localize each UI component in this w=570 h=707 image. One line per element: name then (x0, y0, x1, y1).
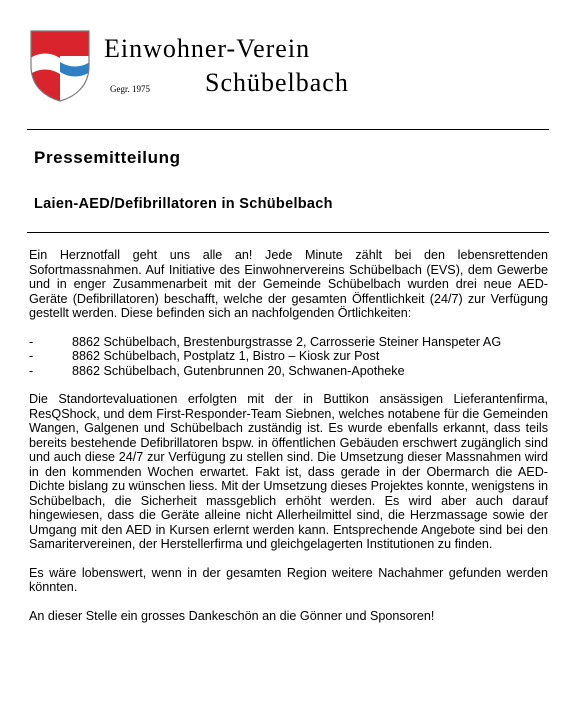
intro-paragraph: Ein Herznotfall geht uns alle an! Jede Minute zählt bei den lebensrettenden Sofortmassnahmen. Auf Initiative des Einwohnervereins Schübelbach (EVS), dem Gewerbe und in enger Zusammenarbeit mit der Gemeinde Schübelbach wurden drei neue AED-Geräte (Defibrillatoren) beschafft, welche der gesamten Öffentlichkeit (24/7) zur Verfügung gestellt werden. Diese befinden sich an nachfolgenden Örtlichkeiten: (29, 248, 548, 320)
title-divider (27, 232, 549, 233)
list-item (29, 335, 548, 350)
list-item (29, 364, 548, 379)
list-marker: - (29, 334, 34, 349)
location-text: 8862 Schübelbach, Gutenbrunnen 20, Schwanen-Apotheke (72, 363, 405, 378)
header-divider (27, 129, 549, 130)
list-marker: - (29, 363, 34, 378)
list-item (29, 349, 548, 364)
thanks-paragraph: An dieser Stelle ein grosses Dankeschön an die Gönner und Sponsoren! (29, 608, 435, 623)
crest-logo-icon (30, 30, 90, 102)
document-title: Laien-AED/Defibrillatoren in Schübelbach (34, 196, 333, 212)
region-paragraph: Es wäre lobenswert, wenn in der gesamten Region weitere Nachahmer gefunden werden könnten. (29, 565, 548, 594)
list-marker: - (29, 349, 34, 363)
letterhead (0, 0, 570, 128)
org-name-line2: Schübelbach (205, 68, 349, 97)
org-name-line1: Einwohner-Verein (104, 34, 311, 63)
evaluation-paragraph: Die Standortevaluationen erfolgten mit der in Buttikon ansässigen Lieferantenfirma, ResQShock, und dem First-Responder-Team Siebnen, welches notabene für die Gemeinden Wangen, Galgenen und Schübelbach zuständig ist. Es wurde ebenfalls erkannt, dass teils bereits bestehende Defibrillatoren bspw. in öffentlichen Gebäuden erschwert zugänglich sind und auch diese 24/7 zur Verfügung zu stellen sind. Die Umsetzung dieser Massnahmen wird in den kommenden Wochen erwartet. Fakt ist, dass gerade in der Obermarch die AED-Dichte bislang zu wünschen liess. Mit der Umsetzung dieses Projektes konnte, wenigstens in Schübelbach, die Sicherheit massgeblich erhöht werden. Es wird aber auch darauf hingewiesen, dass die Geräte alleine nicht Allerheilmittel sind, die Herzmassage sowie der Umgang mit den AED in Kursen erlernt werden kann. Entsprechende Angebote sind bei den Samaritervereinen, der Herstellerfirma und gleichgelagerten Institutionen zu finden. (29, 392, 548, 551)
document-type: Pressemitteilung (34, 148, 181, 167)
location-text: 8862 Schübelbach, Brestenburgstrasse 2, Carrosserie Steiner Hanspeter AG (72, 334, 502, 349)
location-list (29, 335, 548, 379)
location-text: 8862 Schübelbach, Postplatz 1, Bistro – Kiosk zur Post (72, 349, 380, 363)
press-release-body (29, 248, 548, 623)
founded-year: Gegr. 1975 (110, 84, 150, 94)
